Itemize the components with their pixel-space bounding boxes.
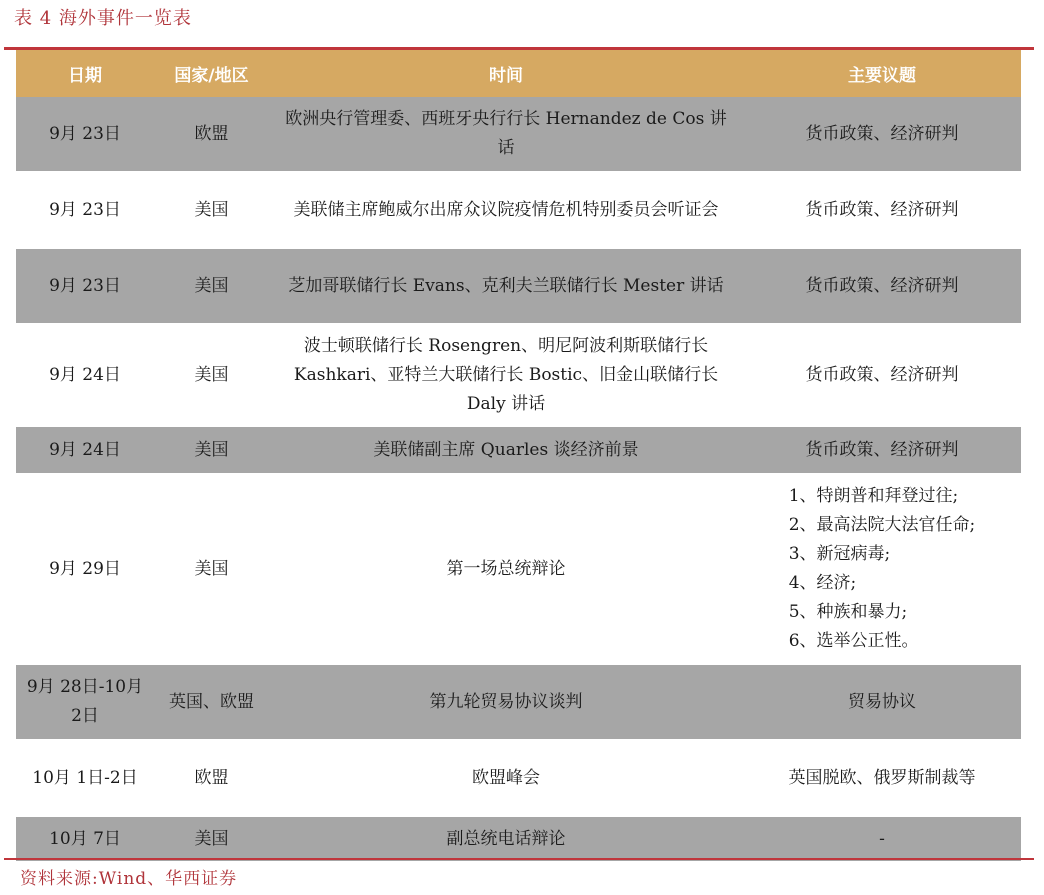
- cell-topic: -: [743, 816, 1021, 862]
- cell-date: 9月 23日: [16, 248, 154, 324]
- cell-event: 副总统电话辩论: [269, 816, 743, 862]
- header-country: 国家/地区: [154, 50, 269, 97]
- cell-country: 美国: [154, 172, 269, 248]
- header-topic: 主要议题: [743, 50, 1021, 97]
- bottom-rule: [4, 858, 1034, 860]
- cell-date: 9月 23日: [16, 97, 154, 172]
- table-row: [16, 324, 1021, 426]
- header-time: 时间: [269, 50, 743, 97]
- table-header-row: [16, 50, 1021, 97]
- topic-list: [789, 482, 976, 656]
- cell-country: 美国: [154, 324, 269, 426]
- cell-topic: [743, 474, 1021, 664]
- cell-country: 欧盟: [154, 97, 269, 172]
- cell-date: 9月 23日: [16, 172, 154, 248]
- cell-topic: 货币政策、经济研判: [743, 248, 1021, 324]
- topic-list-item: 3、新冠病毒;: [788, 544, 891, 564]
- table-row: [16, 248, 1021, 324]
- table-row: [16, 474, 1021, 664]
- cell-date: 9月 24日: [16, 324, 154, 426]
- cell-event: 芝加哥联储行长 Evans、克利夫兰联储行长 Mester 讲话: [269, 248, 743, 324]
- cell-event: 欧洲央行管理委、西班牙央行行长 Hernandez de Cos 讲话: [269, 97, 743, 172]
- cell-date: 9月 29日: [16, 474, 154, 664]
- overseas-events-table: [16, 50, 1021, 863]
- cell-topic: 英国脱欧、俄罗斯制裁等: [743, 740, 1021, 816]
- cell-topic: 货币政策、经济研判: [743, 426, 1021, 474]
- cell-country: 欧盟: [154, 740, 269, 816]
- table-row: [16, 740, 1021, 816]
- table-row: [16, 426, 1021, 474]
- cell-country: 美国: [154, 426, 269, 474]
- topic-list-item: 5、种族和暴力;: [788, 602, 908, 622]
- cell-event: 美联储主席鲍威尔出席众议院疫情危机特别委员会听证会: [269, 172, 743, 248]
- cell-country: 美国: [154, 248, 269, 324]
- table-row: [16, 172, 1021, 248]
- cell-topic: 货币政策、经济研判: [743, 97, 1021, 172]
- table-caption: 表 4 海外事件一览表: [14, 8, 192, 29]
- table-row: [16, 664, 1021, 740]
- cell-event: 欧盟峰会: [269, 740, 743, 816]
- cell-event: 美联储副主席 Quarles 谈经济前景: [269, 426, 743, 474]
- source-note: 资料来源:Wind、华西证券: [20, 869, 238, 889]
- cell-event: 第九轮贸易协议谈判: [269, 664, 743, 740]
- header-date: 日期: [16, 50, 154, 97]
- topic-list-item: 4、经济;: [788, 573, 857, 593]
- table-row: [16, 816, 1021, 862]
- topic-list-item: 2、最高法院大法官任命;: [788, 515, 976, 535]
- topic-list-item: 6、选举公正性。: [788, 631, 919, 651]
- cell-event: 第一场总统辩论: [269, 474, 743, 664]
- topic-list-item: 1、特朗普和拜登过往;: [788, 486, 959, 506]
- cell-event: 波士顿联储行长 Rosengren、明尼阿波利斯联储行长 Kashkari、亚特兰大联储行长 Bostic、旧金山联储行长 Daly 讲话: [269, 324, 743, 426]
- cell-topic: 货币政策、经济研判: [743, 172, 1021, 248]
- cell-country: 美国: [154, 474, 269, 664]
- cell-date: 9月 28日-10月 2日: [16, 664, 154, 740]
- cell-topic: 贸易协议: [743, 664, 1021, 740]
- cell-topic: 货币政策、经济研判: [743, 324, 1021, 426]
- cell-country: 英国、欧盟: [154, 664, 269, 740]
- cell-date: 10月 1日-2日: [16, 740, 154, 816]
- cell-country: 美国: [154, 816, 269, 862]
- cell-date: 9月 24日: [16, 426, 154, 474]
- cell-date: 10月 7日: [16, 816, 154, 862]
- table-row: [16, 97, 1021, 172]
